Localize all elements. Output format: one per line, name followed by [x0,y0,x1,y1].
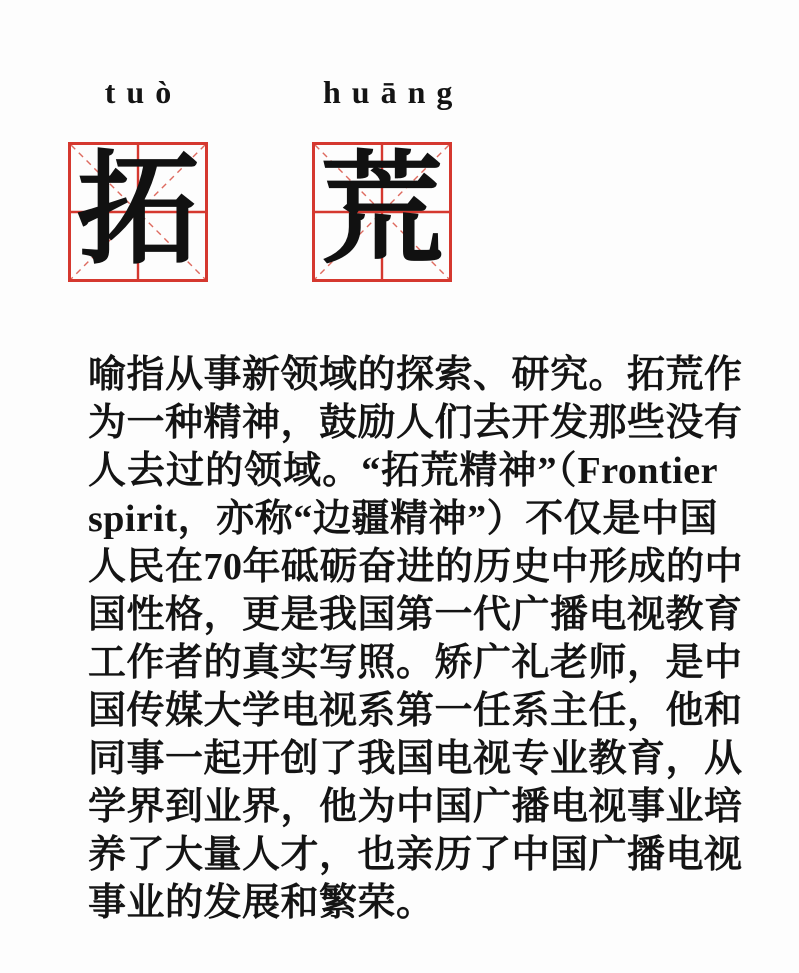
text-line: 为一种精神，鼓励人们去开发那些没有 [88,402,743,444]
character-grid-box-tuo [68,142,208,282]
text-line: 工作者的真实写照。矫广礼老师，是中 [88,642,743,684]
text-line: 人民在70年砥砺奋进的历史中形成的中 [88,546,744,588]
character-grid-box-huang [312,142,452,282]
text-line: 同事一起开创了我国电视专业教育，从 [88,738,743,780]
pinyin-tuo: tuò [104,74,183,110]
character-glyph-tuo: 拓 [77,144,199,279]
character-glyph-huang: 荒 [321,144,443,279]
pinyin-huang: huāng [323,74,464,110]
text-line: 养了大量人才，也亲历了中国广播电视 [88,834,743,876]
text-line: 喻指从事新领域的探索、研究。拓荒作 [88,354,743,396]
text-line: spirit，亦称“边疆精神”）不仅是中国 [88,498,718,540]
text-line: 学界到业界，他为中国广播电视事业培 [88,786,743,828]
text-line: 事业的发展和繁荣。 [88,882,435,924]
text-line: 国传媒大学电视系第一任系主任，他和 [88,690,743,732]
definition-paragraph [88,351,744,927]
text-line: 国性格，更是我国第一代广播电视教育 [88,594,743,636]
text-line: 人去过的领域。“拓荒精神”（Frontier [88,450,718,492]
